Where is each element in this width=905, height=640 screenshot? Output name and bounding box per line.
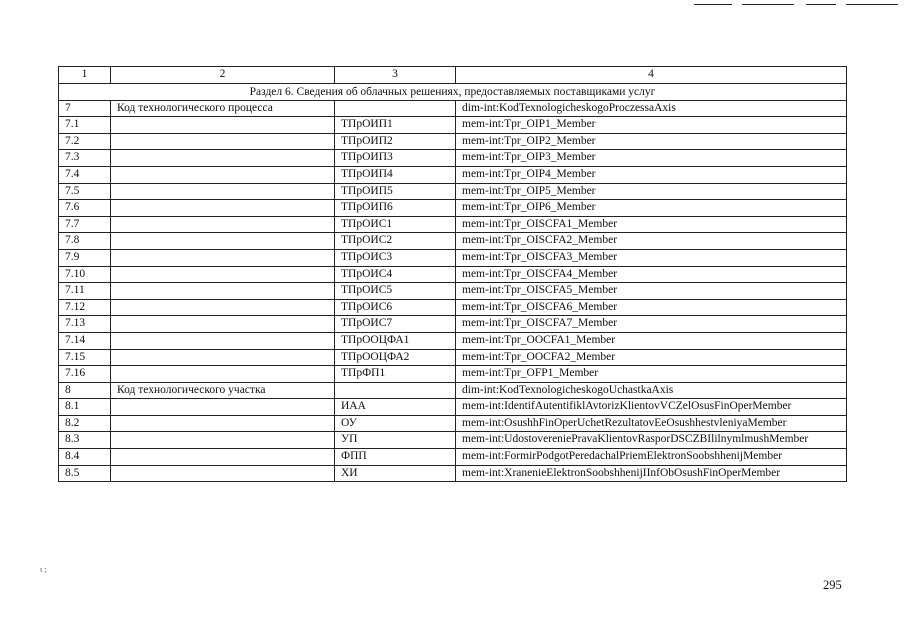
description-cell: Код технологического участка xyxy=(111,382,335,399)
table-row xyxy=(59,117,847,134)
row-number-cell: 7.8 xyxy=(59,233,111,250)
identifier-cell: mem-int:Tpr_OOCFA2_Member xyxy=(456,349,847,366)
identifier-cell: dim-int:KodTexnologicheskogoProczessaAxis xyxy=(456,100,847,117)
table-row xyxy=(59,299,847,316)
table-row xyxy=(59,332,847,349)
description-cell xyxy=(111,332,335,349)
table-row xyxy=(59,233,847,250)
identifier-cell: mem-int:Tpr_OISCFA1_Member xyxy=(456,216,847,233)
top-rule xyxy=(806,4,836,5)
row-number-cell: 7.13 xyxy=(59,316,111,333)
identifier-cell: mem-int:OsushhFinOperUchetRezultatovEeOsushhestvleniyaMember xyxy=(456,415,847,432)
table-row xyxy=(59,266,847,283)
identifier-cell: mem-int:XranenieElektronSoobshhenijIInfObOsushFinOperMember xyxy=(456,465,847,482)
identifier-cell: mem-int:IdentifAutentifiklAvtorizKlientovVCZelOsusFinOperMember xyxy=(456,399,847,416)
table-row xyxy=(59,399,847,416)
table-row xyxy=(59,150,847,167)
code-cell: ТПрОИП6 xyxy=(335,200,456,217)
identifier-cell: mem-int:Tpr_OIP1_Member xyxy=(456,117,847,134)
table-row xyxy=(59,133,847,150)
table-row xyxy=(59,366,847,383)
description-cell xyxy=(111,399,335,416)
header-row xyxy=(59,67,847,84)
code-cell: ТПрОИС3 xyxy=(335,249,456,266)
code-cell: ФПП xyxy=(335,449,456,466)
description-cell xyxy=(111,366,335,383)
table-row xyxy=(59,166,847,183)
table-row xyxy=(59,216,847,233)
table-row xyxy=(59,382,847,399)
description-cell xyxy=(111,316,335,333)
description-cell xyxy=(111,349,335,366)
description-cell xyxy=(111,183,335,200)
data-table xyxy=(58,66,847,482)
row-number-cell: 7.9 xyxy=(59,249,111,266)
margin-mark: ι ; xyxy=(40,565,47,574)
section-title-row xyxy=(59,83,847,100)
code-cell: ТПрОИП1 xyxy=(335,117,456,134)
identifier-cell: mem-int:Tpr_OISCFA6_Member xyxy=(456,299,847,316)
row-number-cell: 7.12 xyxy=(59,299,111,316)
code-cell: ТПрООЦФА2 xyxy=(335,349,456,366)
code-cell: ОУ xyxy=(335,415,456,432)
code-cell: ИАА xyxy=(335,399,456,416)
identifier-cell: mem-int:Tpr_OISCFA3_Member xyxy=(456,249,847,266)
table-row xyxy=(59,415,847,432)
code-cell: ТПрОИП4 xyxy=(335,166,456,183)
top-rule xyxy=(742,4,794,5)
description-cell xyxy=(111,166,335,183)
identifier-cell: mem-int:Tpr_OISCFA2_Member xyxy=(456,233,847,250)
description-cell xyxy=(111,150,335,167)
description-cell xyxy=(111,200,335,217)
header-cell: 2 xyxy=(111,67,335,84)
identifier-cell: mem-int:Tpr_OISCFA4_Member xyxy=(456,266,847,283)
row-number-cell: 7.5 xyxy=(59,183,111,200)
row-number-cell: 7.16 xyxy=(59,366,111,383)
header-cell: 4 xyxy=(456,67,847,84)
description-cell xyxy=(111,266,335,283)
code-cell: ТПрОИС5 xyxy=(335,283,456,300)
code-cell: ТПрООЦФА1 xyxy=(335,332,456,349)
description-cell xyxy=(111,133,335,150)
top-rule xyxy=(694,4,732,5)
description-cell xyxy=(111,415,335,432)
code-cell: ТПрОИП2 xyxy=(335,133,456,150)
code-cell: ТПрОИС2 xyxy=(335,233,456,250)
row-number-cell: 8.4 xyxy=(59,449,111,466)
row-number-cell: 8.1 xyxy=(59,399,111,416)
table-row xyxy=(59,249,847,266)
identifier-cell: mem-int:Tpr_OIP6_Member xyxy=(456,200,847,217)
table-row xyxy=(59,465,847,482)
identifier-cell: mem-int:UdostovereniePravaKlientovRasporDSCZBIlilnymlmushMember xyxy=(456,432,847,449)
row-number-cell: 7.2 xyxy=(59,133,111,150)
code-cell xyxy=(335,382,456,399)
row-number-cell: 7.11 xyxy=(59,283,111,300)
table-row xyxy=(59,449,847,466)
code-cell: ТПрОИП3 xyxy=(335,150,456,167)
identifier-cell: dim-int:KodTexnologicheskogoUchastkaAxis xyxy=(456,382,847,399)
description-cell: Код технологического процесса xyxy=(111,100,335,117)
page-number: 295 xyxy=(823,578,842,592)
description-cell xyxy=(111,449,335,466)
code-cell: ТПрОИС4 xyxy=(335,266,456,283)
identifier-cell: mem-int:Tpr_OIP3_Member xyxy=(456,150,847,167)
description-cell xyxy=(111,299,335,316)
row-number-cell: 7.4 xyxy=(59,166,111,183)
row-number-cell: 8 xyxy=(59,382,111,399)
code-cell: ХИ xyxy=(335,465,456,482)
code-cell: ТПрОИС1 xyxy=(335,216,456,233)
row-number-cell: 8.5 xyxy=(59,465,111,482)
table-row xyxy=(59,100,847,117)
identifier-cell: mem-int:Tpr_OIP4_Member xyxy=(456,166,847,183)
top-rule xyxy=(846,4,898,5)
description-cell xyxy=(111,283,335,300)
identifier-cell: mem-int:Tpr_OIP2_Member xyxy=(456,133,847,150)
table-row xyxy=(59,349,847,366)
row-number-cell: 7.7 xyxy=(59,216,111,233)
code-cell xyxy=(335,100,456,117)
table-row xyxy=(59,432,847,449)
row-number-cell: 7.10 xyxy=(59,266,111,283)
identifier-cell: mem-int:Tpr_OISCFA7_Member xyxy=(456,316,847,333)
row-number-cell: 8.3 xyxy=(59,432,111,449)
code-cell: ТПрОИС7 xyxy=(335,316,456,333)
code-cell: УП xyxy=(335,432,456,449)
description-cell xyxy=(111,216,335,233)
table-body xyxy=(59,67,847,482)
code-cell: ТПрФП1 xyxy=(335,366,456,383)
description-cell xyxy=(111,117,335,134)
row-number-cell: 7.6 xyxy=(59,200,111,217)
row-number-cell: 7.14 xyxy=(59,332,111,349)
description-cell xyxy=(111,249,335,266)
identifier-cell: mem-int:Tpr_OFP1_Member xyxy=(456,366,847,383)
identifier-cell: mem-int:FormirPodgotPeredachalPriemElektronSoobshhenijMember xyxy=(456,449,847,466)
table-row xyxy=(59,200,847,217)
row-number-cell: 7.1 xyxy=(59,117,111,134)
identifier-cell: mem-int:Tpr_OISCFA5_Member xyxy=(456,283,847,300)
table-row xyxy=(59,183,847,200)
header-cell: 3 xyxy=(335,67,456,84)
row-number-cell: 7.15 xyxy=(59,349,111,366)
row-number-cell: 7.3 xyxy=(59,150,111,167)
row-number-cell: 7 xyxy=(59,100,111,117)
code-cell: ТПрОИП5 xyxy=(335,183,456,200)
description-cell xyxy=(111,432,335,449)
header-cell: 1 xyxy=(59,67,111,84)
row-number-cell: 8.2 xyxy=(59,415,111,432)
table-row xyxy=(59,316,847,333)
description-cell xyxy=(111,233,335,250)
code-cell: ТПрОИС6 xyxy=(335,299,456,316)
identifier-cell: mem-int:Tpr_OIP5_Member xyxy=(456,183,847,200)
section-title: Раздел 6. Сведения об облачных решениях, предоставляемых поставщиками услуг xyxy=(59,83,847,100)
identifier-cell: mem-int:Tpr_OOCFA1_Member xyxy=(456,332,847,349)
table-row xyxy=(59,283,847,300)
description-cell xyxy=(111,465,335,482)
